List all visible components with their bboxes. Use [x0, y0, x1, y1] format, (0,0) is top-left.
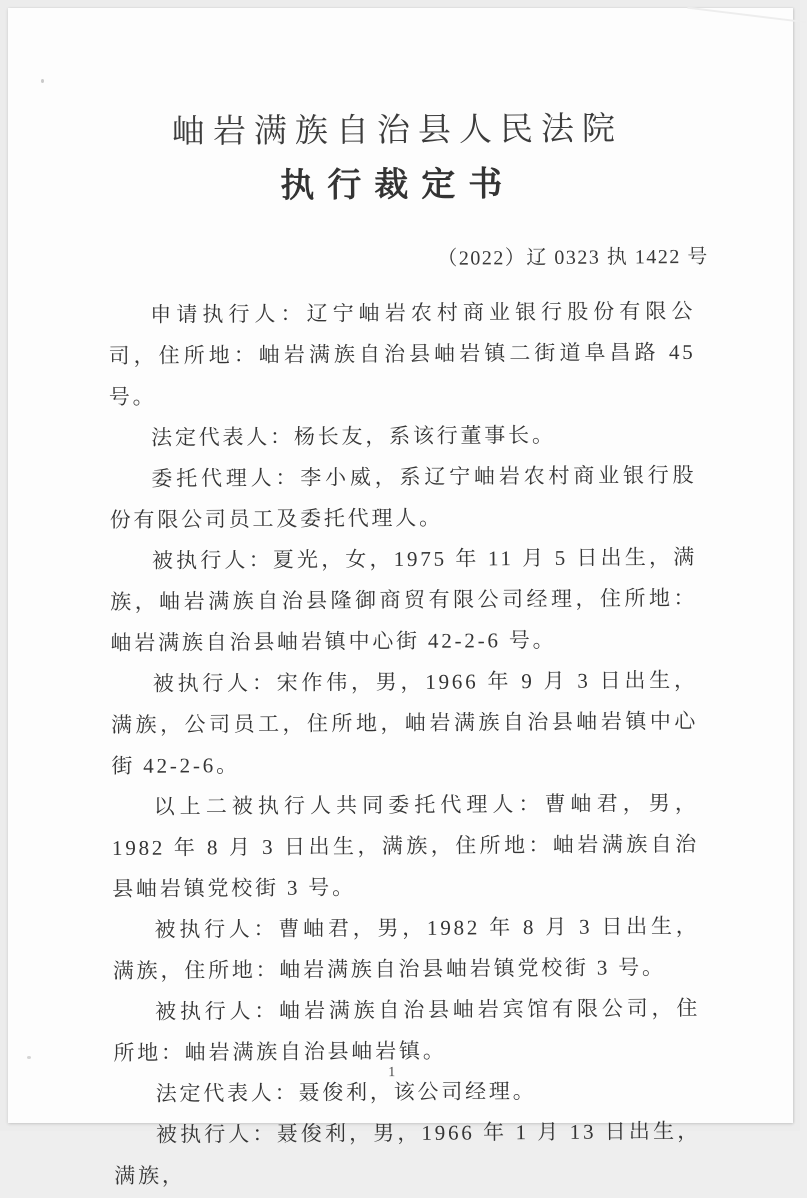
paragraph-respondent-2: 被执行人：宋作伟，男，1966 年 9 月 3 日出生，满族，公司员工，住所地，岫岩满族自治县岫岩镇中心街 42-2-6。 [111, 667, 699, 779]
paragraph-respondent-3: 被执行人：曹岫君，男，1982 年 8 月 3 日出生，满族，住所地：岫岩满族自治县岫岩镇党校街 3 号。 [112, 913, 700, 984]
page-number: 1 [388, 1065, 397, 1081]
paragraph-joint-agent: 以上二被执行人共同委托代理人：曹岫君，男，1982 年 8 月 3 日出生，满族，住所地：岫岩满族自治县岫岩镇党校街 3 号。 [111, 790, 700, 902]
paragraph-respondent-1: 被执行人：夏光，女，1975 年 11 月 5 日出生，满族，岫岩满族自治县隆御商贸有限公司经理，住所地：岫岩满族自治县岫岩镇中心街 42-2-6 号。 [110, 544, 698, 656]
paragraph-entrusted-agent: 委托代理人：李小威，系辽宁岫岩农村商业银行股份有限公司员工及委托代理人。 [109, 462, 697, 533]
document-title: 执行裁定书 [280, 166, 516, 205]
document-content [4, 5, 797, 1189]
paragraph-applicant: 申请执行人：辽宁岫岩农村商业银行股份有限公司，住所地：岫岩满族自治县岫岩镇二街道阜昌路 45 号。 [108, 298, 696, 410]
paragraph-legal-representative-2: 法定代表人：聂俊利，该公司经理。 [155, 1079, 537, 1106]
paragraph-respondent-5: 被执行人：聂俊利，男，1966 年 1 月 13 日出生，满族， [114, 1118, 702, 1189]
court-name: 岫岩满族自治县人民法院 [171, 111, 624, 151]
paragraph-respondent-4: 被执行人：岫岩满族自治县岫岩宾馆有限公司，住所地：岫岩满族自治县岫岩镇。 [113, 995, 701, 1066]
document-page [8, 8, 793, 1189]
paragraph-legal-representative: 法定代表人：杨长友，系该行董事长。 [151, 422, 556, 450]
case-number: （2022）辽 0323 执 1422 号 [437, 245, 709, 270]
document-body [108, 291, 701, 1197]
